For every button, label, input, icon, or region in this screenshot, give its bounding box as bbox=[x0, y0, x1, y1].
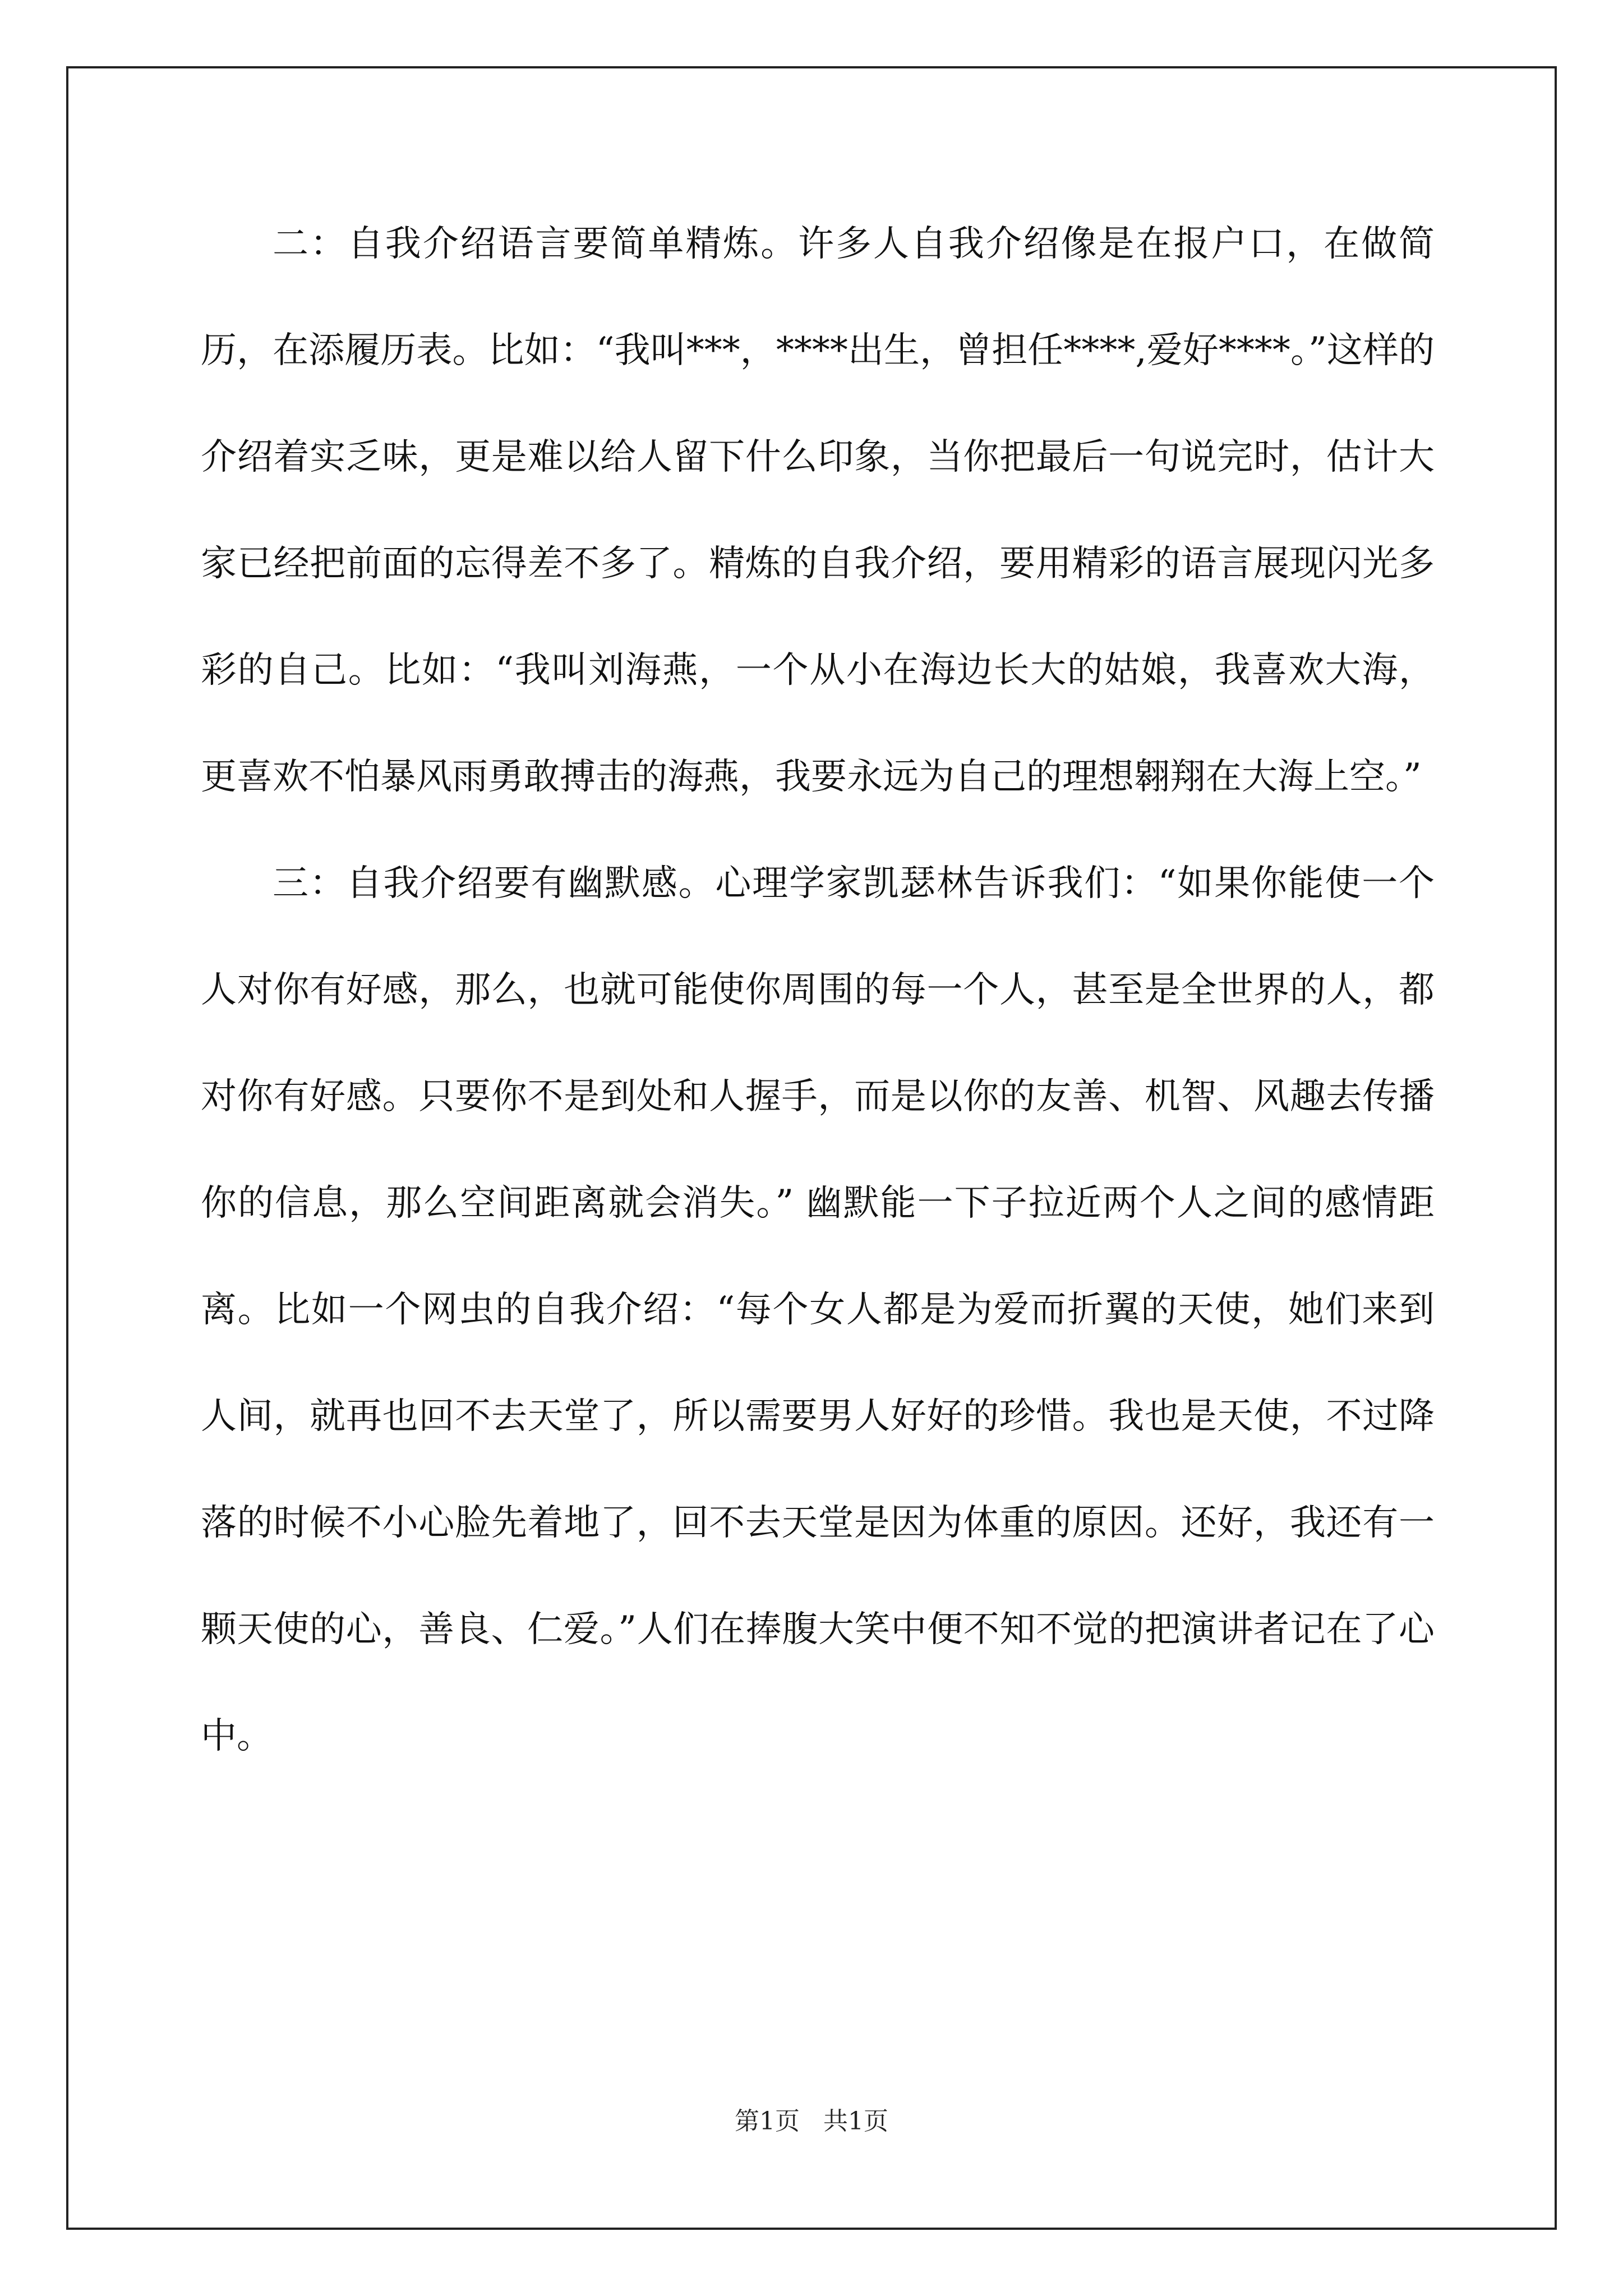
paragraph: 三：自我介绍要有幽默感。心理学家凯瑟林告诉我们：“如果你能使一个人对你有好感，那么，也就可能使你周围的每一个人，甚至是全世界的人，都对你有好感。只要你不是到处和人握手，而是以你的友善、机智、风趣去传播你的信息，那么空间距离就会消失。” 幽默能一下子拉近两个人之间的感情距离。比如一个网虫的自我介绍：“每个女人都是为爱而折翼的天使，她们来到人间，就再也回不去天堂了，所以需要男人好好的珍惜。我也是天使，不过降落的时候不小心脸先着地了，回不去天堂是因为体重的原因。还好，我还有一颗天使的心，善良、仁爱。”人们在捧腹大笑中便不知不觉的把演讲者记在了心中。 bbox=[201, 863, 1435, 1757]
paragraph: 二：自我介绍语言要简单精炼。许多人自我介绍像是在报户口，在做简历，在添履历表。比如：“我叫***，****出生，曾担任****,爱好****。”这样的介绍着实乏味，更是难以给人留下什么印象，当你把最后一句说完时，估计大家已经把前面的忘得差不多了。精炼的自我介绍，要用精彩的语言展现闪光多彩的自己。比如：“我叫刘海燕，一个从小在海边长大的姑娘，我喜欢大海，更喜欢不怕暴风雨勇敢搏击的海燕，我要永远为自己的理想翱翔在大海上空。” bbox=[201, 223, 1435, 798]
document-body bbox=[201, 191, 1435, 1789]
page-number: 第1页 bbox=[735, 2107, 800, 2136]
page-total: 共1页 bbox=[823, 2107, 888, 2136]
page-footer bbox=[0, 2105, 1623, 2138]
